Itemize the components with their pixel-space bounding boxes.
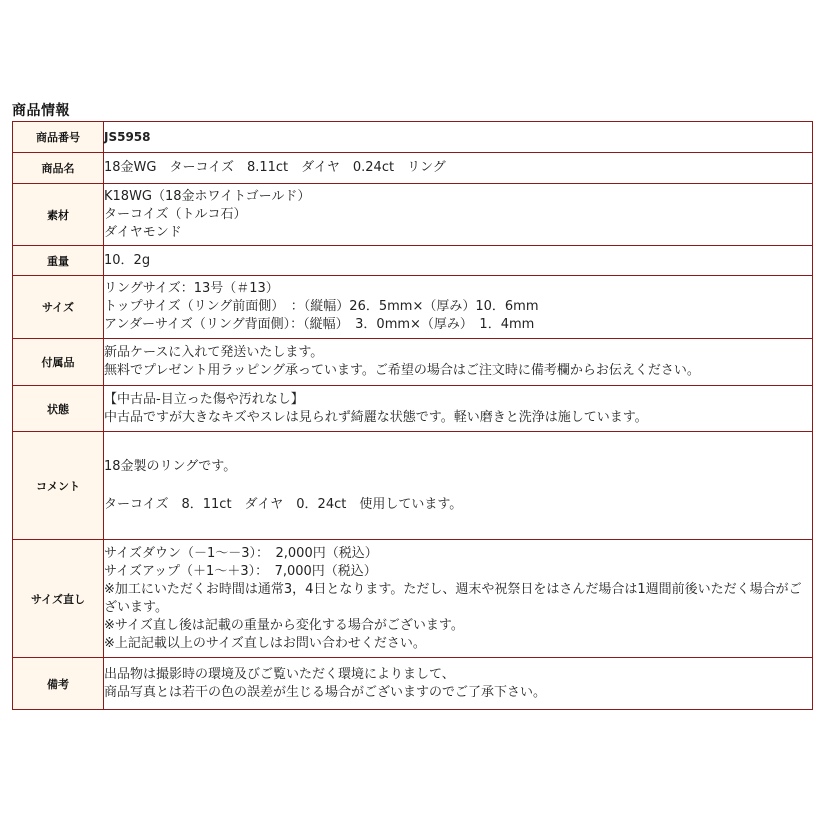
value-line: サイズダウン（－1～－3）： 2,000円（税込） [104, 545, 378, 561]
table-row [13, 184, 813, 246]
value-line: ターコイズ（トルコ石） [104, 206, 247, 222]
label-notes: 備考 [13, 658, 104, 710]
value-line: 新品ケースに入れて発送いたします。 [104, 345, 324, 360]
value-line: アンダーサイズ（リング背面側）：（縦幅） 3．0mm×（厚み） 1．4mm [104, 317, 535, 332]
table-row [13, 658, 813, 710]
label-material: 素材 [13, 184, 104, 246]
table-row [13, 276, 813, 339]
value-resize [104, 540, 813, 658]
table-row [13, 339, 813, 386]
value-line: 18金WG ターコイズ 8.11ct ダイヤ 0.24ct リング [104, 160, 446, 175]
value-line: 【中古品-目立った傷や汚れなし】 [104, 391, 304, 407]
value-line: 出品物は撮影時の環境及びご覧いただく環境によりまして、 [104, 666, 455, 682]
product-info-table [12, 121, 813, 710]
value-line: 18金製のリングです。 [104, 458, 237, 474]
label-resize: サイズ直し [13, 540, 104, 658]
label-product-number: 商品番号 [13, 122, 104, 153]
value-condition [104, 386, 813, 432]
value-line: 中古品ですが大きなキズやスレは見られず綺麗な状態です。軽い磨きと洗浄は施しています。 [104, 409, 648, 425]
value-line: ダイヤモンド [104, 224, 182, 240]
value-comment [104, 432, 813, 540]
value-line: トップサイズ（リング前面側） ：（縦幅）26．5mm×（厚み）10．6mm [104, 299, 539, 314]
value-line: 無料でプレゼント用ラッピング承っています。ご希望の場合はご注文時に備考欄からお伝えください。 [104, 363, 700, 378]
table-row [13, 432, 813, 540]
value-line: 10．2g [104, 252, 151, 268]
value-line: K18WG（18金ホワイトゴールド） [104, 188, 311, 204]
value-line: ターコイズ 8．11ct ダイヤ 0．24ct 使用しています。 [104, 496, 463, 512]
value-material [104, 184, 813, 246]
label-condition: 状態 [13, 386, 104, 432]
value-notes [104, 658, 813, 710]
value-weight [104, 246, 813, 276]
value-product-number [104, 122, 813, 153]
label-size: サイズ [13, 276, 104, 339]
label-weight: 重量 [13, 246, 104, 276]
label-comment: コメント [13, 432, 104, 540]
value-line: リングサイズ：13号（＃13） [104, 281, 279, 296]
value-line: ※サイズ直し後は記載の重量から変化する場合がございます。 [104, 617, 464, 633]
value-line: 商品写真とは若干の色の誤差が生じる場合がございますのでご了承下さい。 [104, 684, 547, 700]
label-product-name: 商品名 [13, 153, 104, 184]
value-line: JS5958 [104, 130, 151, 144]
value-line: サイズアップ（＋1～＋3）： 7,000円（税込） [104, 563, 377, 579]
value-accessories [104, 339, 813, 386]
label-accessories: 付属品 [13, 339, 104, 386]
value-product-name [104, 153, 813, 184]
table-row [13, 122, 813, 153]
value-line: ※加工にいただくお時間は通常3，4日となります。ただし、週末や祝祭日をはさんだ場合は1週間前後いただく場合がございます。 [104, 581, 802, 615]
table-row [13, 386, 813, 432]
table-row [13, 540, 813, 658]
value-size [104, 276, 813, 339]
section-title: 商品情報 [12, 103, 70, 119]
value-line: ※上記記載以上のサイズ直しはお問い合わせください。 [104, 635, 426, 651]
table-row [13, 246, 813, 276]
table-row [13, 153, 813, 184]
